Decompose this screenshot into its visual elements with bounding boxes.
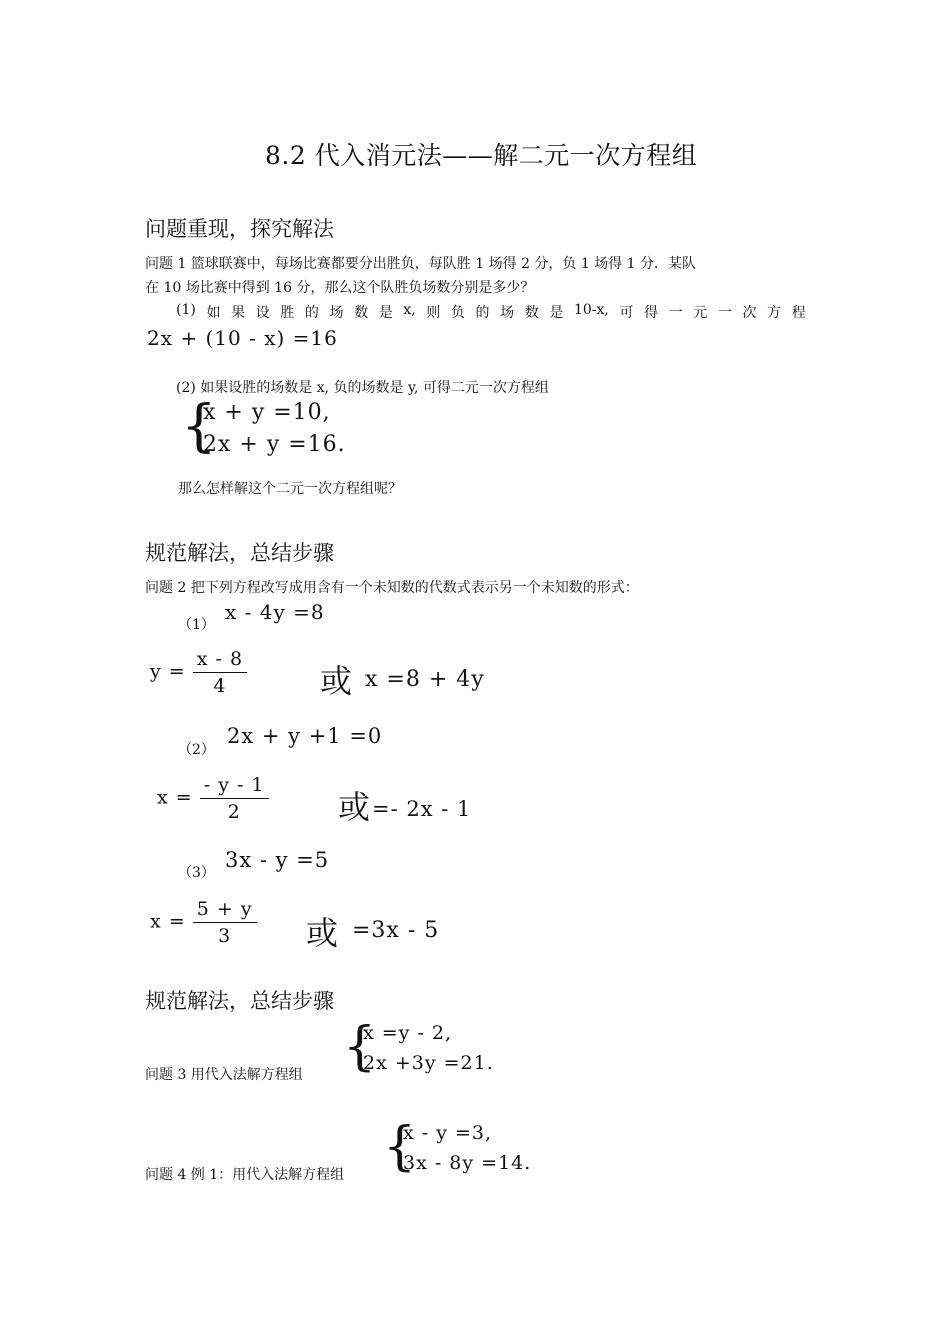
item1-word: 元 bbox=[693, 305, 708, 321]
sub3-fraction bbox=[193, 898, 257, 947]
sub3-or: 或 bbox=[306, 914, 339, 952]
equation-system-3 bbox=[383, 1117, 623, 1182]
left-brace-icon: { bbox=[383, 1117, 417, 1177]
item1-word: 程 bbox=[791, 305, 806, 321]
sub1-numerator: x - 8 bbox=[193, 648, 247, 673]
sub1-or: 或 bbox=[320, 662, 353, 700]
item1-word: 的 bbox=[475, 305, 490, 321]
item1-word: 一 bbox=[668, 305, 683, 321]
sub2-solution-y: =- 2x - 1 bbox=[372, 797, 472, 821]
item1-word: 方 bbox=[767, 305, 782, 321]
problem1-text-line1: 问题 1 篮球联赛中，每场比赛都要分出胜负，每队胜 1 场得 2 分，负 1 场得 1 分．某队 bbox=[145, 256, 697, 272]
sub3-lhs: x = bbox=[150, 910, 186, 933]
item1-word: x, bbox=[403, 302, 416, 318]
equation-system-2 bbox=[343, 1017, 563, 1082]
problem1-text-line2: 在 10 场比赛中得到 16 分，那么这个队胜负场数分别是多少？ bbox=[145, 280, 535, 296]
equation-one-variable: 2x + (10 - x) =16 bbox=[147, 326, 338, 350]
item1-word: 的 bbox=[304, 305, 319, 321]
item1-word: 则 bbox=[426, 305, 441, 321]
item1-word: 果 bbox=[231, 305, 246, 321]
sub2-numerator: - y - 1 bbox=[200, 774, 269, 799]
sub3-label: （3） bbox=[178, 865, 215, 881]
item1-word: 一 bbox=[717, 305, 732, 321]
sub3-denominator: 3 bbox=[218, 925, 232, 947]
item1-word: 胜 bbox=[280, 305, 295, 321]
item1-word: 可 bbox=[619, 305, 634, 321]
problem4-text: 问题 4 例 1：用代入法解方程组 bbox=[145, 1167, 345, 1183]
item1-word: 如 bbox=[206, 305, 221, 321]
sub2-label: （2） bbox=[178, 742, 215, 758]
sub2-solution-x bbox=[157, 774, 269, 823]
item1-word: (1) bbox=[176, 302, 196, 318]
page-title: 8.2 代入消元法——解二元一次方程组 bbox=[265, 141, 698, 170]
sub3-equation: 3x - y =5 bbox=[225, 848, 330, 872]
problem2-text: 问题 2 把下列方程改写成用含有一个未知数的代数式表示另一个未知数的形式： bbox=[145, 580, 639, 596]
item1-word: 设 bbox=[255, 305, 270, 321]
system3-line1: x - y =3, bbox=[403, 1122, 493, 1144]
section-heading-explore: 问题重现，探究解法 bbox=[145, 217, 334, 241]
sub1-equation: x - 4y =8 bbox=[225, 600, 325, 624]
system1-line1: x + y =10, bbox=[203, 400, 331, 425]
item1-word: 次 bbox=[742, 305, 757, 321]
item1-word: 是 bbox=[549, 305, 564, 321]
sub3-numerator: 5 + y bbox=[193, 898, 257, 923]
sub2-or: 或 bbox=[338, 788, 371, 826]
system3-line2: 3x - 8y =14. bbox=[403, 1152, 532, 1174]
section-heading-steps: 规范解法，总结步骤 bbox=[145, 541, 334, 565]
sub2-fraction bbox=[200, 774, 269, 823]
problem3-text: 问题 3 用代入法解方程组 bbox=[145, 1067, 303, 1083]
question-text: 那么怎样解这个二元一次方程组呢？ bbox=[178, 481, 402, 497]
system2-line2: 2x +3y =21. bbox=[363, 1052, 494, 1074]
system2-line1: x =y - 2, bbox=[363, 1022, 453, 1044]
sub2-denominator: 2 bbox=[227, 801, 241, 823]
item1-word: 负 bbox=[450, 305, 465, 321]
system1-line2: 2x + y =16. bbox=[203, 432, 346, 457]
left-brace-icon: { bbox=[343, 1017, 377, 1077]
item1-word: 得 bbox=[644, 305, 659, 321]
sub1-fraction bbox=[193, 648, 247, 697]
item1-word: 数 bbox=[354, 305, 369, 321]
sub1-denominator: 4 bbox=[213, 675, 227, 697]
sub2-equation: 2x + y +1 =0 bbox=[227, 724, 383, 748]
left-brace-icon: { bbox=[181, 394, 217, 459]
sub3-solution-y: =3x - 5 bbox=[352, 918, 440, 943]
sub3-solution-x bbox=[150, 898, 257, 947]
sub1-solution-y bbox=[150, 648, 247, 697]
item1-word: 场 bbox=[500, 305, 515, 321]
section-heading-steps-2: 规范解法，总结步骤 bbox=[145, 989, 334, 1013]
sub1-lhs: y = bbox=[150, 660, 186, 683]
item1-text bbox=[176, 302, 806, 322]
sub1-label: （1） bbox=[178, 617, 215, 633]
sub1-solution-x: x =8 + 4y bbox=[365, 667, 485, 692]
item1-word: 10-x, bbox=[573, 302, 609, 318]
equation-system-1 bbox=[181, 394, 401, 464]
sub2-lhs: x = bbox=[157, 786, 193, 809]
item1-word: 场 bbox=[329, 305, 344, 321]
item2-text: (2) 如果设胜的场数是 x, 负的场数是 y, 可得二元一次方程组 bbox=[176, 380, 549, 396]
item1-word: 数 bbox=[524, 305, 539, 321]
item1-word: 是 bbox=[378, 305, 393, 321]
